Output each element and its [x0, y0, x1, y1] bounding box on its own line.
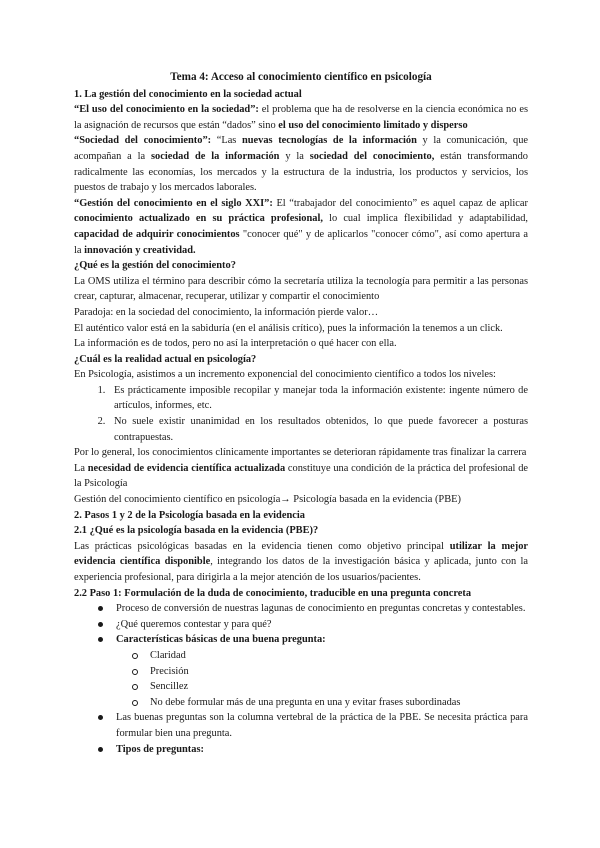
bold-term: Tipos de preguntas:: [116, 743, 204, 755]
paragraph-valor: El auténtico valor está en la sabiduría (en el análisis crítico), pues la información la tenemos a un click.: [74, 322, 503, 334]
list-item: Claridad: [142, 648, 528, 664]
paragraph-paradoja: Paradoja: en la sociedad del conocimiento, la información pierde valor…: [74, 306, 379, 318]
bold-term: “Gestión del conocimiento en el siglo XXI”:: [74, 197, 273, 209]
subsection-2-2-heading: 2.2 Paso 1: Formulación de la duda de conocimiento, traducible en una pregunta concreta: [74, 587, 472, 599]
bold-term: “El uso del conocimiento en la sociedad”:: [74, 104, 259, 116]
paragraph-gestion-siglo-xxi: “Gestión del conocimiento en el siglo XXI”: El “trabajador del conocimiento” es aquel capaz de aplicar conocimiento actualizado en su práctica profesional, lo cual implica flexibilidad y adaptabilidad, capacidad de adquirir conocimientos "conocer qué" y de aplicarlos "conocer cómo", así como apertura a la innovación y creatividad.: [74, 197, 528, 256]
paragraph-uso-conocimiento: “El uso del conocimiento en la sociedad”: el problema que ha de resolverse en la ciencia económica no es la asignación de recursos que están “dados” sino el uso del conocimiento limitado y disperso: [74, 104, 528, 131]
bold-term: innovación y creatividad.: [84, 244, 196, 256]
list-item: No debe formular más de una pregunta en una y evitar frases subordinadas: [142, 695, 528, 711]
paragraph-deterioro: Por lo general, los conocimientos clínicamente importantes se deterioran rápidamente tras finalizar la carrera: [74, 447, 527, 459]
bold-term: sociedad de la información: [151, 150, 280, 162]
question-heading-gestion: ¿Qué es la gestión del conocimiento?: [74, 260, 236, 272]
list-item: ¿Qué queremos contestar y para qué?: [108, 617, 528, 633]
list-item: Sencillez: [142, 679, 528, 695]
bold-term: Características básicas de una buena pregunta:: [116, 634, 326, 646]
list-item: Precisión: [142, 664, 528, 680]
bold-term: capacidad de adquirir conocimientos: [74, 228, 240, 240]
page-title: Tema 4: Acceso al conocimiento científico en psicología: [170, 71, 432, 83]
bold-term: nuevas tecnologías de la información: [241, 135, 417, 147]
paragraph-practicas: Las prácticas psicológicas basadas en la evidencia tienen como objetivo principal utilizar la mejor evidencia científica disponible, integrando los datos de la investigación básica y aplicada, junto con la experiencia profesional, para dirigirla a la mejor atención de los usuarios/pacientes.: [74, 540, 528, 583]
subsection-2-1-heading: 2.1 ¿Qué es la psicología basada en la evidencia (PBE)?: [74, 525, 319, 537]
bold-term: conocimiento actualizado en su práctica profesional,: [74, 213, 323, 225]
bold-term: sociedad del conocimiento,: [309, 150, 435, 162]
sub-bullet-list: [116, 648, 528, 710]
bold-term: “Sociedad del conocimiento”:: [74, 135, 212, 147]
list-item: 2. No suele existir unanimidad en los resultados obtenidos, lo que puede favorecer a posturas contrapuestas.: [108, 414, 528, 445]
paragraph-pbe: Gestión del conocimiento científico en psicología→ Psicología basada en la evidencia (PBE): [74, 494, 461, 506]
list-item: [108, 742, 528, 758]
question-heading-realidad: ¿Cuál es la realidad actual en psicología?: [74, 353, 257, 365]
list-item: Las buenas preguntas son la columna vertebral de la práctica de la PBE. Se necesita práctica para formular bien una pregunta.: [108, 710, 528, 741]
list-item: Proceso de conversión de nuestras lagunas de conocimiento en preguntas concretas y contestables.: [108, 601, 528, 617]
bold-term: utilizar la mejor evidencia científica disponible: [74, 540, 528, 568]
paragraph-necesidad: La necesidad de evidencia científica actualizada constituye una condición de la práctica del profesional de la Psicología: [74, 462, 529, 490]
section-1-heading: 1. La gestión del conocimiento en la sociedad actual: [74, 88, 302, 100]
section-2-heading: 2. Pasos 1 y 2 de la Psicología basada en la evidencia: [74, 509, 305, 521]
paragraph-informacion: La información es de todos, pero no así la interpretación o qué hacer con ella.: [74, 338, 397, 350]
numbered-list: [74, 383, 528, 445]
paragraph-psicologia: En Psicología, asistimos a un incremento exponencial del conocimiento científico a todos los niveles:: [74, 369, 496, 381]
paragraph-oms: La OMS utiliza el término para describir cómo la secretaría utiliza la tecnología para permitir a las personas crear, capturar, almacenar, recuperar, utilizar y compartir el conocimiento: [74, 275, 528, 303]
bold-term: necesidad de evidencia científica actualizada: [87, 462, 286, 474]
bold-term: el uso del conocimiento limitado y disperso: [278, 119, 468, 131]
list-item: 1. Es prácticamente imposible recopilar y manejar toda la información existente: ingente número de artículos, informes, etc.: [108, 383, 528, 414]
paragraph-sociedad-conocimiento: “Sociedad del conocimiento”: “Las nuevas tecnologías de la información y la comunicación, que acompañan a la sociedad de la información y la sociedad del conocimiento, están transformando radicalmente las economías, los mercados y la estructura de la industria, los productos y servicios, los puestos de trabajo y los mercados laborales.: [74, 135, 529, 194]
bullet-list: [74, 601, 528, 757]
list-item: [108, 632, 528, 710]
